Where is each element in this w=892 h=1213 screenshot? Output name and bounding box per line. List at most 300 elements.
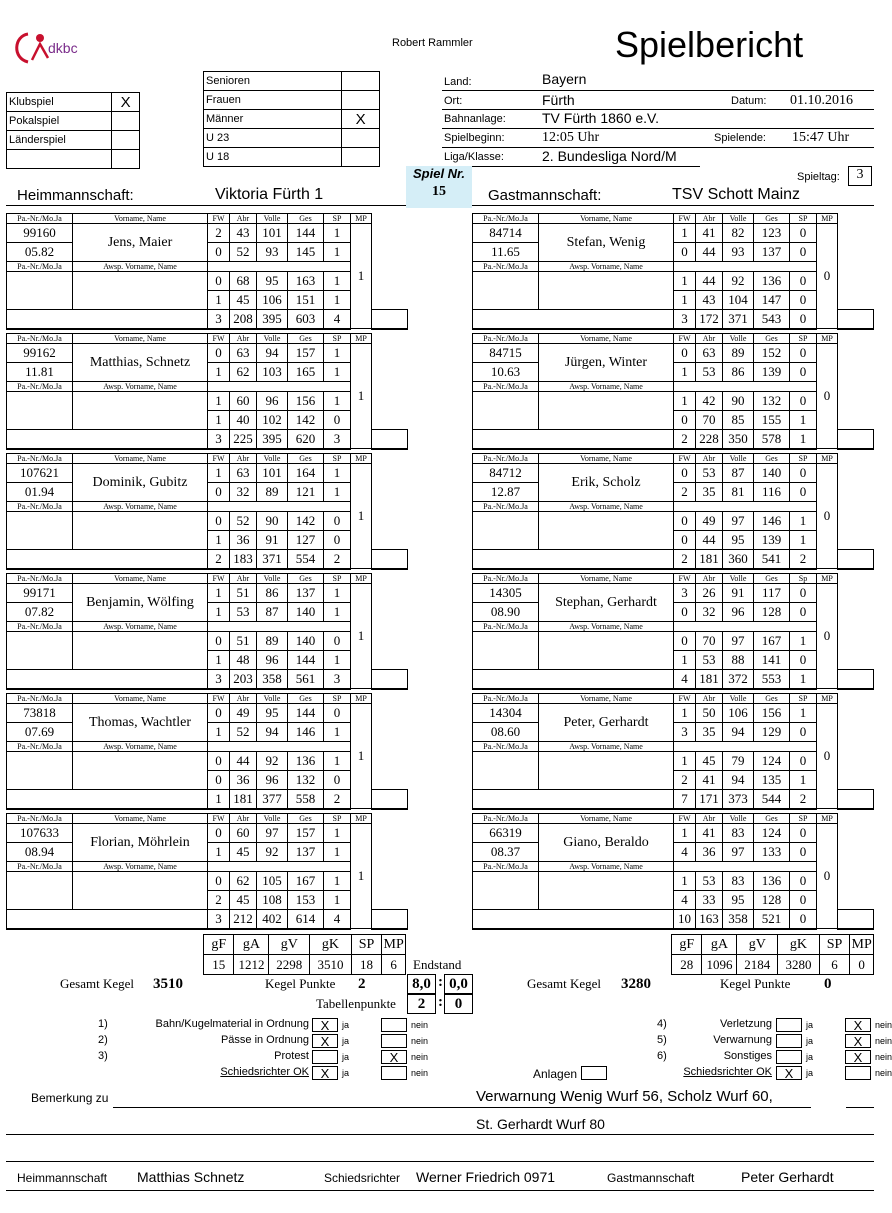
ges-header: Ges — [288, 454, 324, 464]
fw-header: FW — [208, 214, 230, 224]
check-nein-box[interactable]: X — [845, 1034, 871, 1048]
guest-kegel-punkte-label: Kegel Punkte — [720, 976, 791, 991]
empty-cell — [372, 790, 408, 809]
score-cell: 96 — [257, 651, 288, 670]
score-cell: 85 — [723, 411, 754, 430]
score-cell: 1 — [324, 291, 351, 310]
score-cell: 0 — [208, 824, 230, 843]
score-cell: 0 — [674, 411, 696, 430]
player-moja: 01.94 — [7, 483, 73, 502]
score-cell: 0 — [208, 243, 230, 262]
total-cell: 171 — [696, 790, 723, 809]
score-cell: 0 — [790, 224, 817, 243]
liga-label: Liga/Klasse: — [444, 151, 504, 163]
player-name: Dominik, Gubitz — [73, 464, 208, 502]
home-player-block — [6, 453, 408, 570]
substitute-pa — [7, 632, 73, 670]
score-cell: 1 — [208, 291, 230, 310]
player-mp: 1 — [351, 224, 372, 329]
total-cell: 0 — [790, 310, 817, 329]
pa-header: Pa.-Nr./Mo.Ja — [473, 262, 539, 272]
age-class-row — [204, 110, 380, 129]
score-cell: 136 — [288, 752, 324, 771]
score-cell: 1 — [324, 392, 351, 411]
age-class-label: Männer — [204, 110, 342, 129]
score-cell: 1 — [674, 224, 696, 243]
empty-cell — [838, 910, 874, 929]
empty-cell — [208, 622, 351, 632]
nein-label: nein — [875, 1052, 892, 1062]
score-cell: 1 — [324, 872, 351, 891]
summary-header: gF — [672, 935, 702, 955]
check-label: Verletzung — [720, 1018, 772, 1030]
mp-header: MP — [817, 454, 838, 464]
total-cell: 360 — [723, 550, 754, 569]
score-cell: 0 — [674, 531, 696, 550]
player-moja: 08.60 — [473, 723, 539, 742]
score-cell: 157 — [288, 344, 324, 363]
total-cell: 208 — [230, 310, 257, 329]
age-class-mark[interactable] — [342, 129, 380, 148]
empty-cell — [838, 550, 874, 569]
total-cell: 544 — [754, 790, 790, 809]
check-nein-box[interactable]: X — [845, 1050, 871, 1064]
page-title: Spielbericht — [615, 24, 804, 65]
mp-header: MP — [817, 334, 838, 344]
player-moja: 08.90 — [473, 603, 539, 622]
fw-header: FW — [674, 334, 696, 344]
score-cell: 63 — [230, 344, 257, 363]
score-cell: 156 — [754, 704, 790, 723]
score-cell: 1 — [324, 243, 351, 262]
score-cell: 92 — [723, 272, 754, 291]
pa-header: Pa.-Nr./Mo.Ja — [7, 622, 73, 632]
score-cell: 132 — [288, 771, 324, 790]
fw-header: FW — [208, 454, 230, 464]
player-name: Matthias, Schnetz — [73, 344, 208, 382]
check-nein-box[interactable]: X — [845, 1018, 871, 1032]
sp-header: SP — [790, 334, 817, 344]
match-type-table — [6, 92, 140, 169]
check-nein-box[interactable] — [845, 1066, 871, 1080]
check-label: Pässe in Ordnung — [220, 1034, 309, 1046]
player-name: Stefan, Wenig — [539, 224, 674, 262]
pa-header: Pa.-Nr./Mo.Ja — [7, 574, 73, 584]
score-cell: 94 — [257, 344, 288, 363]
score-cell: 44 — [696, 243, 723, 262]
substitute-name — [73, 512, 208, 550]
ort-label: Ort: — [444, 95, 463, 107]
awsp-header: Awsp. Vorname, Name — [73, 622, 208, 632]
substitute-name — [539, 632, 674, 670]
pa-header: Pa.-Nr./Mo.Ja — [473, 574, 539, 584]
ort-value: Fürth — [542, 92, 575, 108]
pa-header: Pa.-Nr./Mo.Ja — [473, 694, 539, 704]
name-header: Vorname, Name — [73, 694, 208, 704]
empty-cell — [674, 622, 817, 632]
total-cell: 2 — [674, 430, 696, 449]
check-ja-box[interactable]: X — [312, 1066, 338, 1080]
nein-label: nein — [875, 1036, 892, 1046]
substitute-pa — [473, 752, 539, 790]
empty-cell — [7, 790, 208, 809]
score-cell: 117 — [754, 584, 790, 603]
match-type-row — [7, 112, 140, 131]
substitute-pa — [7, 272, 73, 310]
score-cell: 0 — [208, 752, 230, 771]
match-type-mark[interactable] — [112, 131, 140, 150]
sp-header: SP — [324, 814, 351, 824]
name-header: Vorname, Name — [73, 214, 208, 224]
divider — [6, 1161, 874, 1162]
score-cell: 41 — [696, 224, 723, 243]
name-header: Vorname, Name — [539, 814, 674, 824]
score-cell: 0 — [674, 512, 696, 531]
score-cell: 82 — [723, 224, 754, 243]
total-cell: 4 — [324, 310, 351, 329]
home-team-label: Heimmannschaft: — [17, 187, 134, 204]
check-nein-box[interactable] — [381, 1018, 407, 1032]
player-pa: 84712 — [473, 464, 539, 483]
score-cell: 90 — [723, 392, 754, 411]
score-cell: 1 — [674, 291, 696, 310]
summary-header: gA — [702, 935, 737, 955]
empty-cell — [208, 262, 351, 272]
total-cell: 603 — [288, 310, 324, 329]
player-pa: 107633 — [7, 824, 73, 843]
volle-header: Volle — [723, 574, 754, 584]
score-cell: 140 — [288, 603, 324, 622]
score-cell: 105 — [257, 872, 288, 891]
summary-value: 3280 — [778, 955, 820, 975]
summary-value: 1096 — [702, 955, 737, 975]
total-cell: 3 — [324, 670, 351, 689]
tab-guest: 0 — [444, 994, 473, 1014]
author: Robert Rammler — [392, 37, 473, 49]
substitute-name — [73, 632, 208, 670]
abr-header: Abr — [230, 574, 257, 584]
score-cell: 1 — [208, 584, 230, 603]
score-cell: 45 — [230, 891, 257, 910]
score-cell: 32 — [230, 483, 257, 502]
score-cell: 1 — [790, 512, 817, 531]
score-cell: 53 — [696, 872, 723, 891]
home-gesamt-label: Gesamt Kegel — [60, 976, 135, 991]
land-value: Bayern — [542, 71, 587, 87]
score-cell: 50 — [696, 704, 723, 723]
score-cell: 1 — [790, 632, 817, 651]
mp-header: MP — [817, 574, 838, 584]
score-cell: 1 — [324, 891, 351, 910]
pa-header: Pa.-Nr./Mo.Ja — [7, 742, 73, 752]
score-cell: 133 — [754, 843, 790, 862]
score-cell: 53 — [696, 464, 723, 483]
empty-cell — [838, 790, 874, 809]
mp-header: MP — [817, 814, 838, 824]
empty-cell — [208, 742, 351, 752]
ges-header: Ges — [754, 214, 790, 224]
name-header: Vorname, Name — [73, 334, 208, 344]
age-class-mark[interactable] — [342, 72, 380, 91]
score-cell: 1 — [674, 363, 696, 382]
empty-cell — [7, 430, 208, 449]
summary-value: 0 — [850, 955, 874, 975]
ende-value: 15:47 Uhr — [792, 130, 850, 145]
score-cell: 1 — [324, 344, 351, 363]
empty-cell — [473, 550, 674, 569]
beginn-label: Spielbeginn: — [444, 132, 505, 144]
score-cell: 0 — [790, 291, 817, 310]
score-cell: 95 — [723, 891, 754, 910]
empty-cell — [208, 502, 351, 512]
score-cell: 48 — [230, 651, 257, 670]
score-cell: 1 — [790, 771, 817, 790]
fw-header: FW — [208, 814, 230, 824]
abr-header: Abr — [230, 454, 257, 464]
match-type-row — [7, 93, 140, 112]
match-type-mark[interactable] — [112, 112, 140, 131]
player-pa: 14305 — [473, 584, 539, 603]
spiel-nr-label: Spiel Nr. — [412, 166, 466, 181]
guest-player-block — [472, 573, 874, 690]
endstand-guest: 0,0 — [444, 974, 473, 994]
age-class-mark[interactable] — [342, 91, 380, 110]
total-cell: 1 — [790, 430, 817, 449]
check-nein-box[interactable]: X — [381, 1050, 407, 1064]
score-cell: 0 — [790, 752, 817, 771]
score-cell: 60 — [230, 824, 257, 843]
pa-header: Pa.-Nr./Mo.Ja — [7, 214, 73, 224]
sp-header: SP — [790, 454, 817, 464]
score-cell: 0 — [790, 723, 817, 742]
datum-value: 01.10.2016 — [790, 93, 853, 108]
score-cell: 102 — [257, 411, 288, 430]
score-cell: 2 — [674, 483, 696, 502]
empty-cell — [473, 910, 674, 929]
score-cell: 41 — [696, 824, 723, 843]
match-type-mark[interactable] — [112, 150, 140, 169]
score-cell: 49 — [230, 704, 257, 723]
score-cell: 0 — [674, 243, 696, 262]
spieltag-value: 3 — [848, 166, 872, 186]
substitute-name — [73, 392, 208, 430]
score-cell: 0 — [674, 632, 696, 651]
pa-header: Pa.-Nr./Mo.Ja — [473, 214, 539, 224]
score-cell: 1 — [324, 752, 351, 771]
total-cell: 2 — [324, 550, 351, 569]
name-header: Vorname, Name — [73, 574, 208, 584]
check-nein-box[interactable] — [381, 1066, 407, 1080]
total-cell: 541 — [754, 550, 790, 569]
check-label: Schiedsrichter OK — [683, 1066, 772, 1078]
score-cell: 95 — [723, 531, 754, 550]
total-cell: 395 — [257, 430, 288, 449]
player-mp: 0 — [817, 824, 838, 929]
score-cell: 1 — [324, 843, 351, 862]
score-cell: 52 — [230, 512, 257, 531]
player-moja: 08.94 — [7, 843, 73, 862]
player-moja: 11.65 — [473, 243, 539, 262]
score-cell: 1 — [208, 843, 230, 862]
score-cell: 167 — [754, 632, 790, 651]
total-cell: 377 — [257, 790, 288, 809]
mp-header: MP — [817, 694, 838, 704]
divider — [6, 205, 406, 206]
score-cell: 142 — [288, 411, 324, 430]
pa-header: Pa.-Nr./Mo.Ja — [473, 382, 539, 392]
score-cell: 1 — [208, 392, 230, 411]
score-cell: 137 — [288, 843, 324, 862]
substitute-name — [539, 392, 674, 430]
score-cell: 101 — [257, 464, 288, 483]
check-number: 6) — [657, 1050, 667, 1062]
awsp-header: Awsp. Vorname, Name — [73, 742, 208, 752]
footer-guest-captain: Peter Gerhardt — [741, 1169, 834, 1185]
score-cell: 1 — [790, 704, 817, 723]
empty-cell — [372, 670, 408, 689]
score-cell: 140 — [288, 632, 324, 651]
match-type-label — [7, 150, 112, 169]
player-name: Peter, Gerhardt — [539, 704, 674, 742]
empty-cell — [674, 502, 817, 512]
total-cell: 3 — [208, 310, 230, 329]
player-mp: 0 — [817, 344, 838, 449]
volle-header: Volle — [723, 694, 754, 704]
sp-header: SP — [324, 694, 351, 704]
guest-team-name: TSV Schott Mainz — [672, 186, 801, 203]
score-cell: 1 — [324, 272, 351, 291]
total-cell: 554 — [288, 550, 324, 569]
check-nein-box[interactable] — [381, 1034, 407, 1048]
score-cell: 89 — [257, 483, 288, 502]
empty-cell — [838, 670, 874, 689]
player-mp: 0 — [817, 584, 838, 689]
score-cell: 124 — [754, 824, 790, 843]
bemerkung-line — [846, 1107, 874, 1108]
check-ja-box[interactable]: X — [312, 1034, 338, 1048]
guest-gesamt-value: 3280 — [621, 976, 651, 992]
score-cell: 97 — [723, 632, 754, 651]
score-cell: 96 — [257, 771, 288, 790]
total-cell: 558 — [288, 790, 324, 809]
score-cell: 41 — [696, 771, 723, 790]
check-ja-box[interactable] — [776, 1018, 802, 1032]
nein-label: nein — [875, 1020, 892, 1030]
score-cell: 144 — [288, 224, 324, 243]
volle-header: Volle — [257, 694, 288, 704]
score-cell: 167 — [288, 872, 324, 891]
fw-header: FW — [208, 694, 230, 704]
player-moja: 12.87 — [473, 483, 539, 502]
score-cell: 1 — [674, 752, 696, 771]
score-cell: 0 — [790, 344, 817, 363]
score-cell: 127 — [288, 531, 324, 550]
score-cell: 3 — [674, 584, 696, 603]
name-header: Vorname, Name — [539, 694, 674, 704]
score-cell: 96 — [723, 603, 754, 622]
empty-cell — [674, 862, 817, 872]
player-name: Stephan, Gerhardt — [539, 584, 674, 622]
total-cell: 614 — [288, 910, 324, 929]
score-cell: 92 — [257, 843, 288, 862]
bahn-label: Bahnanlage: — [444, 113, 506, 125]
ges-header: Ges — [754, 334, 790, 344]
check-ja-box[interactable] — [312, 1050, 338, 1064]
score-cell: 1 — [208, 363, 230, 382]
mp-header: MP — [351, 814, 372, 824]
spieltag-label: Spieltag: — [797, 171, 840, 183]
summary-header: gF — [204, 935, 234, 955]
total-cell: 521 — [754, 910, 790, 929]
summary-header: gK — [778, 935, 820, 955]
score-cell: 1 — [208, 603, 230, 622]
score-cell: 92 — [257, 752, 288, 771]
awsp-header: Awsp. Vorname, Name — [539, 742, 674, 752]
score-cell: 4 — [674, 843, 696, 862]
score-cell: 91 — [257, 531, 288, 550]
check-ja-box[interactable] — [776, 1034, 802, 1048]
sp-header: SP — [324, 214, 351, 224]
score-cell: 42 — [696, 392, 723, 411]
summary-header: gK — [310, 935, 352, 955]
divider — [6, 1190, 874, 1191]
divider — [442, 90, 874, 91]
match-type-mark[interactable]: X — [112, 93, 140, 112]
match-type-label: Klubspiel — [7, 93, 112, 112]
nein-label: nein — [411, 1036, 429, 1046]
score-cell: 63 — [696, 344, 723, 363]
age-class-row — [204, 148, 380, 167]
pa-header: Pa.-Nr./Mo.Ja — [473, 814, 539, 824]
check-label: Protest — [274, 1050, 309, 1062]
score-cell: 70 — [696, 632, 723, 651]
player-mp: 1 — [351, 824, 372, 929]
ges-header: Ges — [288, 694, 324, 704]
check-ja-box[interactable]: X — [312, 1018, 338, 1032]
score-cell: 86 — [723, 363, 754, 382]
total-cell: 183 — [230, 550, 257, 569]
total-cell: 620 — [288, 430, 324, 449]
mp-header: MP — [351, 574, 372, 584]
bemerkung-text-1: Verwarnung Wenig Wurf 56, Scholz Wurf 60, — [476, 1088, 773, 1105]
substitute-name — [73, 272, 208, 310]
total-cell: 212 — [230, 910, 257, 929]
check-number: 1) — [98, 1018, 108, 1030]
pa-header: Pa.-Nr./Mo.Ja — [473, 454, 539, 464]
empty-cell — [473, 790, 674, 809]
total-cell: 2 — [324, 790, 351, 809]
score-cell: 1 — [324, 584, 351, 603]
anlagen-checkbox[interactable] — [581, 1066, 607, 1080]
age-class-mark[interactable]: X — [342, 110, 380, 129]
score-cell: 139 — [754, 363, 790, 382]
empty-cell — [372, 430, 408, 449]
score-cell: 33 — [696, 891, 723, 910]
check-label: Schiedsrichter OK — [220, 1066, 309, 1078]
substitute-name — [539, 752, 674, 790]
summary-header: MP — [850, 935, 874, 955]
score-cell: 62 — [230, 872, 257, 891]
total-cell: 358 — [257, 670, 288, 689]
empty-cell — [208, 862, 351, 872]
abr-header: Abr — [696, 814, 723, 824]
age-class-mark[interactable] — [342, 148, 380, 167]
score-cell: 0 — [790, 272, 817, 291]
check-ja-box[interactable] — [776, 1050, 802, 1064]
check-ja-box[interactable]: X — [776, 1066, 802, 1080]
ges-header: Ges — [288, 814, 324, 824]
score-cell: 1 — [790, 531, 817, 550]
